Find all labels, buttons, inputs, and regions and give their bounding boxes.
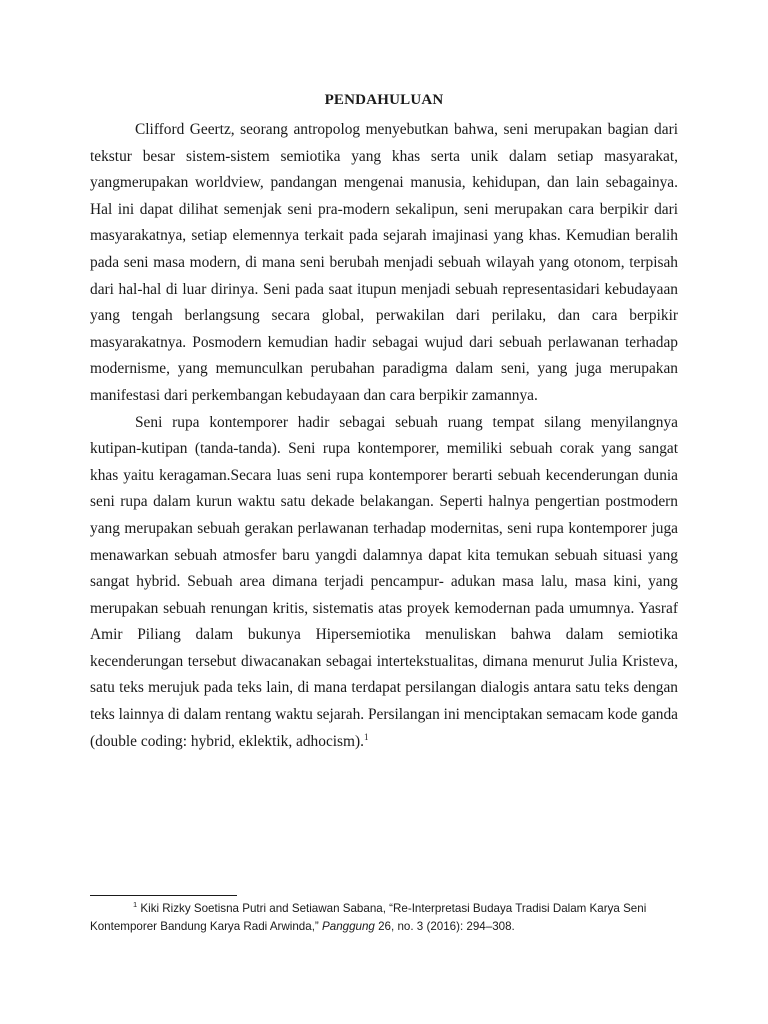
paragraph-1 <box>90 117 678 410</box>
paragraph-2 <box>90 410 678 756</box>
section-title: PENDAHULUAN <box>324 92 444 108</box>
footnote-text-part-2: Kontemporer Bandung Karya Radi Arwinda,” <box>90 920 323 933</box>
footnote-text-part-3: 26, no. 3 (2016): 294–308. <box>374 920 515 933</box>
footnote-line-1 <box>90 900 690 918</box>
footnote-reference[interactable]: 1 <box>363 731 369 742</box>
footnote-separator <box>90 895 237 896</box>
body-text <box>90 117 678 755</box>
footnote-number: 1 <box>133 900 138 910</box>
footnote-journal: Panggung <box>322 920 375 933</box>
paragraph-2-text: Seni rupa kontemporer hadir sebagai sebuah ruang tempat silang menyilangnya kutipan-kutipan (tanda-tanda). Seni rupa kontemporer, memiliki sebuah corak yang sangat khas yaitu keragaman.Secara luas seni rupa kontemporer berarti sebuah kecenderungan dunia seni rupa dalam kurun waktu satu dekade belakangan. Seperti halnya pengertian postmodern yang merupakan sebuah gerakan perlawanan terhadap modernitas, seni rupa kontemporer juga menawarkan sebuah atmosfer baru yangdi dalamnya dapat kita temukan sebuah situasi yang sangat hybrid. Sebuah area dimana terjadi pencampur- adukan masa lalu, masa kini, yang merupakan sebuah renungan kritis, sistematis atas proyek kemodernan pada umumnya. Yasraf Amir Piliang dalam bukunya Hipersemiotika menuliskan bahwa dalam semiotika kecenderungan tersebut diwacanakan sebagai intertekstualitas, dimana menurut Julia Kristeva, satu teks merujuk pada teks lain, di mana terdapat persilangan dialogis antara satu teks dengan teks lainnya di dalam rentang waktu sejarah. Persilangan ini menciptakan semacam kode ganda (double coding: hybrid, eklektik, adhocism). <box>90 413 678 750</box>
footnote-text-part-1: Kiki Rizky Soetisna Putri and Setiawan Sabana, “Re-Interpretasi Budaya Tradisi Dalam Karya Seni <box>140 902 647 915</box>
footnote-line-2 <box>90 918 690 936</box>
paragraph-1-text: Clifford Geertz, seorang antropolog menyebutkan bahwa, seni merupakan bagian dari tekstur besar sistem-sistem semiotika yang khas serta unik dalam setiap masyarakat, yangmerupakan worldview, pandangan mengenai manusia, kehidupan, dan lain sebagainya. Hal ini dapat dilihat semenjak seni pra-modern sekalipun, seni merupakan cara berpikir dari masyarakatnya, setiap elemennya terkait pada sejarah imajinasi yang khas. Kemudian beralih pada seni masa modern, di mana seni berubah menjadi sebuah wilayah yang otonom, terpisah dari hal-hal di luar dirinya. Seni pada saat itupun menjadi sebuah representasidari kebudayaan yang tengah berlangsung secara global, perwakilan dari perilaku, dan cara berpikir masyarakatnya. Posmodern kemudian hadir sebagai wujud dari sebuah perlawanan terhadap modernisme, yang memunculkan perubahan paradigma dalam seni, yang juga merupakan manifestasi dari perkembangan kebudayaan dan cara berpikir zamannya. <box>90 121 678 404</box>
footnote <box>90 900 690 936</box>
